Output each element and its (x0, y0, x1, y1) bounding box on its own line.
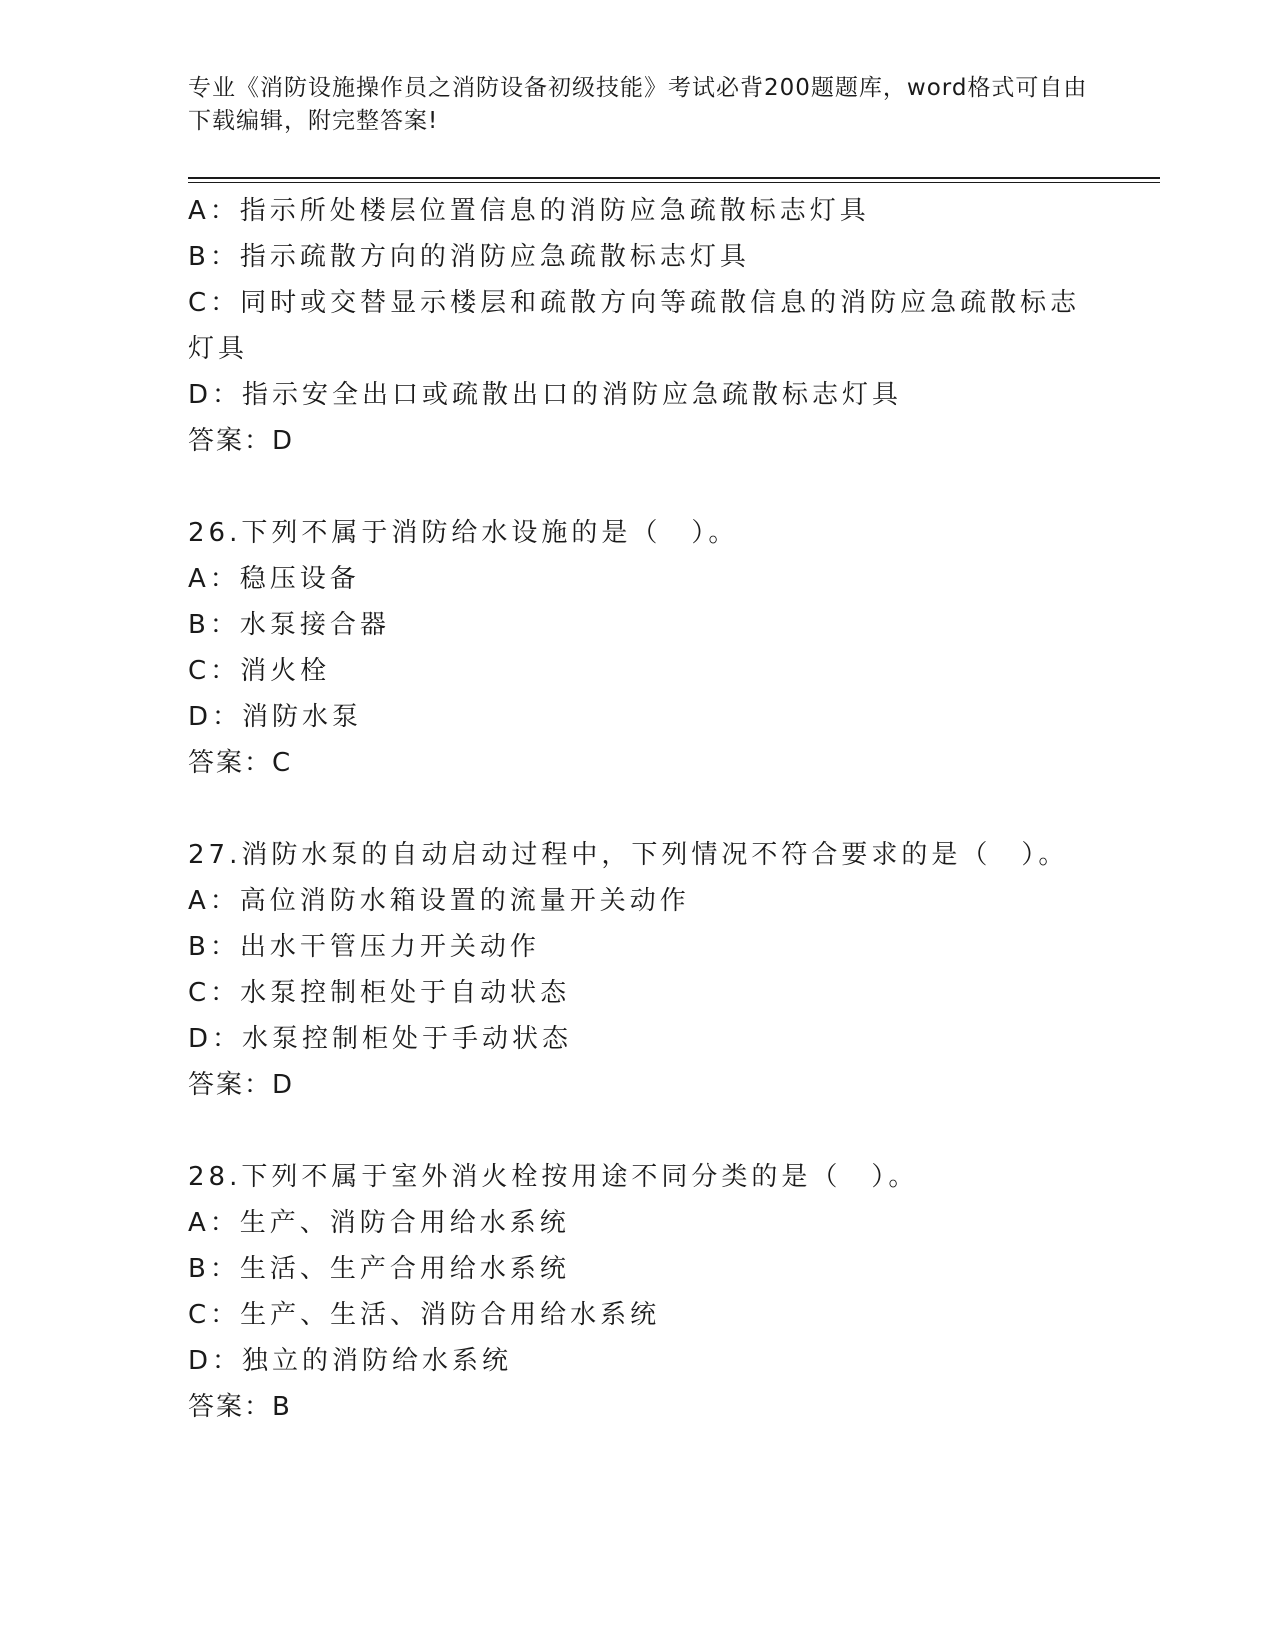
option-b: B：出水干管压力开关动作 (188, 932, 540, 962)
question-stem: 28.下列不属于室外消火栓按用途不同分类的是（ ）。 (188, 1162, 919, 1192)
document-header: 专业《消防设施操作员之消防设备初级技能》考试必背200题题库，word格式可自由下载编辑，附完整答案! (188, 75, 1088, 134)
question-list (188, 188, 1088, 1430)
option-a: A：指示所处楼层位置信息的消防应急疏散标志灯具 (188, 196, 870, 226)
spacer (188, 464, 1088, 510)
option-a: A：高位消防水箱设置的流量开关动作 (188, 886, 690, 916)
answer-line: 答案：D (188, 1070, 295, 1100)
spacer (188, 786, 1088, 832)
header-divider (188, 177, 1160, 179)
question-stem: 26.下列不属于消防给水设施的是（ ）。 (188, 518, 739, 548)
question-stem: 27.消防水泵的自动启动过程中，下列情况不符合要求的是（ ）。 (188, 840, 1069, 870)
option-c: C：生产、生活、消防合用给水系统 (188, 1300, 661, 1330)
option-d: D：消防水泵 (188, 702, 363, 732)
question-27 (188, 832, 1088, 1108)
option-d: D：水泵控制柜处于手动状态 (188, 1024, 573, 1054)
spacer (188, 1108, 1088, 1154)
option-a: A：生产、消防合用给水系统 (188, 1208, 570, 1238)
header-divider-thin (188, 182, 1160, 183)
answer-line: 答案：C (188, 748, 293, 778)
option-c: C：水泵控制柜处于自动状态 (188, 978, 571, 1008)
question-28 (188, 1154, 1088, 1430)
option-d: D：独立的消防给水系统 (188, 1346, 513, 1376)
answer-line: 答案：D (188, 426, 295, 456)
option-a: A：稳压设备 (188, 564, 360, 594)
option-d: D：指示安全出口或疏散出口的消防应急疏散标志灯具 (188, 380, 903, 410)
option-c: C：消火栓 (188, 656, 331, 686)
option-b: B：指示疏散方向的消防应急疏散标志灯具 (188, 242, 750, 272)
answer-line: 答案：B (188, 1392, 292, 1422)
option-c: C：同时或交替显示楼层和疏散方向等疏散信息的消防应急疏散标志灯具 (188, 288, 1081, 364)
option-b: B：水泵接合器 (188, 610, 390, 640)
question-26 (188, 510, 1088, 786)
question-25-continued (188, 188, 1088, 464)
option-b: B：生活、生产合用给水系统 (188, 1254, 570, 1284)
